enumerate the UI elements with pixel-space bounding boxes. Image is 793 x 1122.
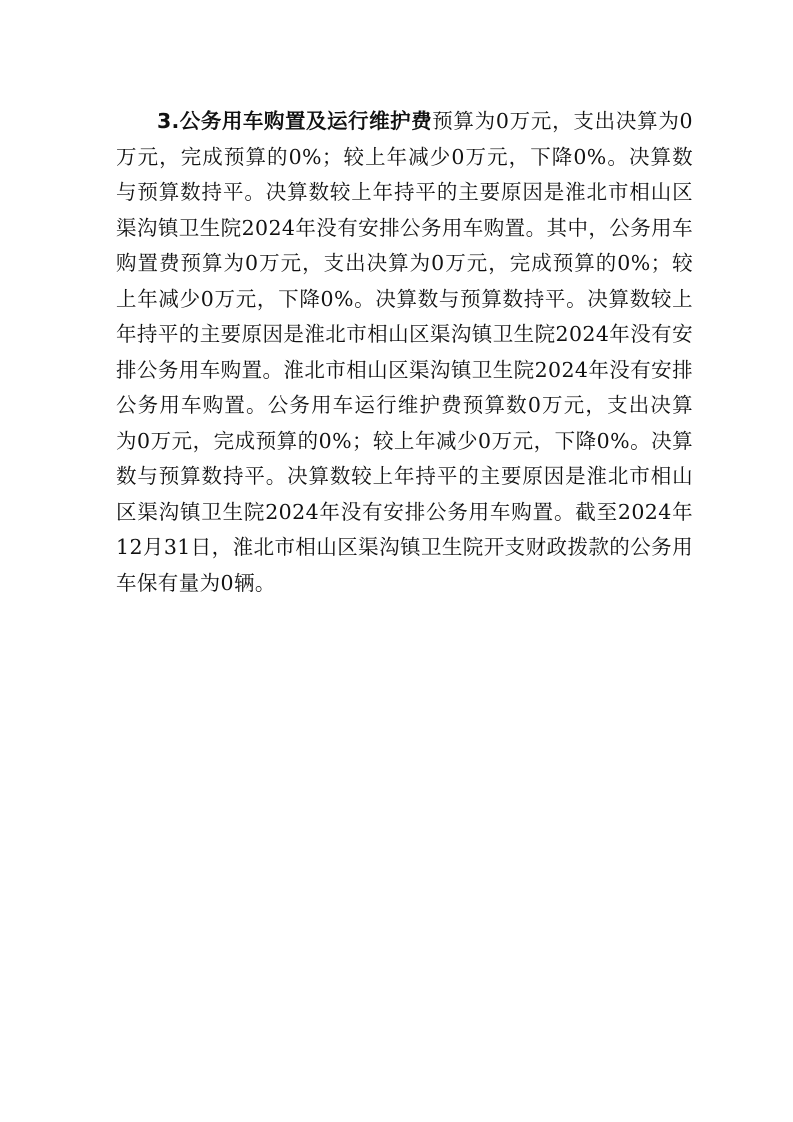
section-paragraph (116, 104, 693, 601)
section-body-text: 预算为0万元，支出决算为0万元，完成预算的0%；较上年减少0万元，下降0%。决算数与预算数持平。决算数较上年持平的主要原因是淮北市相山区渠沟镇卫生院2024年没有安排公务用车购置。其中，公务用车购置费预算为0万元，支出决算为0万元，完成预算的0%；较上年减少0万元，下降0%。决算数与预算数持平。决算数较上年持平的主要原因是淮北市相山区渠沟镇卫生院2024年没有安排公务用车购置。淮北市相山区渠沟镇卫生院2024年没有安排公务用车购置。公务用车运行维护费预算数0万元，支出决算为0万元，完成预算的0%；较上年减少0万元，下降0%。决算数与预算数持平。决算数较上年持平的主要原因是淮北市相山区渠沟镇卫生院2024年没有安排公务用车购置。截至2024年12月31日，淮北市相山区渠沟镇卫生院开支财政拨款的公务用车保有量为0辆。 (116, 109, 693, 595)
section-heading: 3.公务用车购置及运行维护费 (157, 109, 433, 133)
